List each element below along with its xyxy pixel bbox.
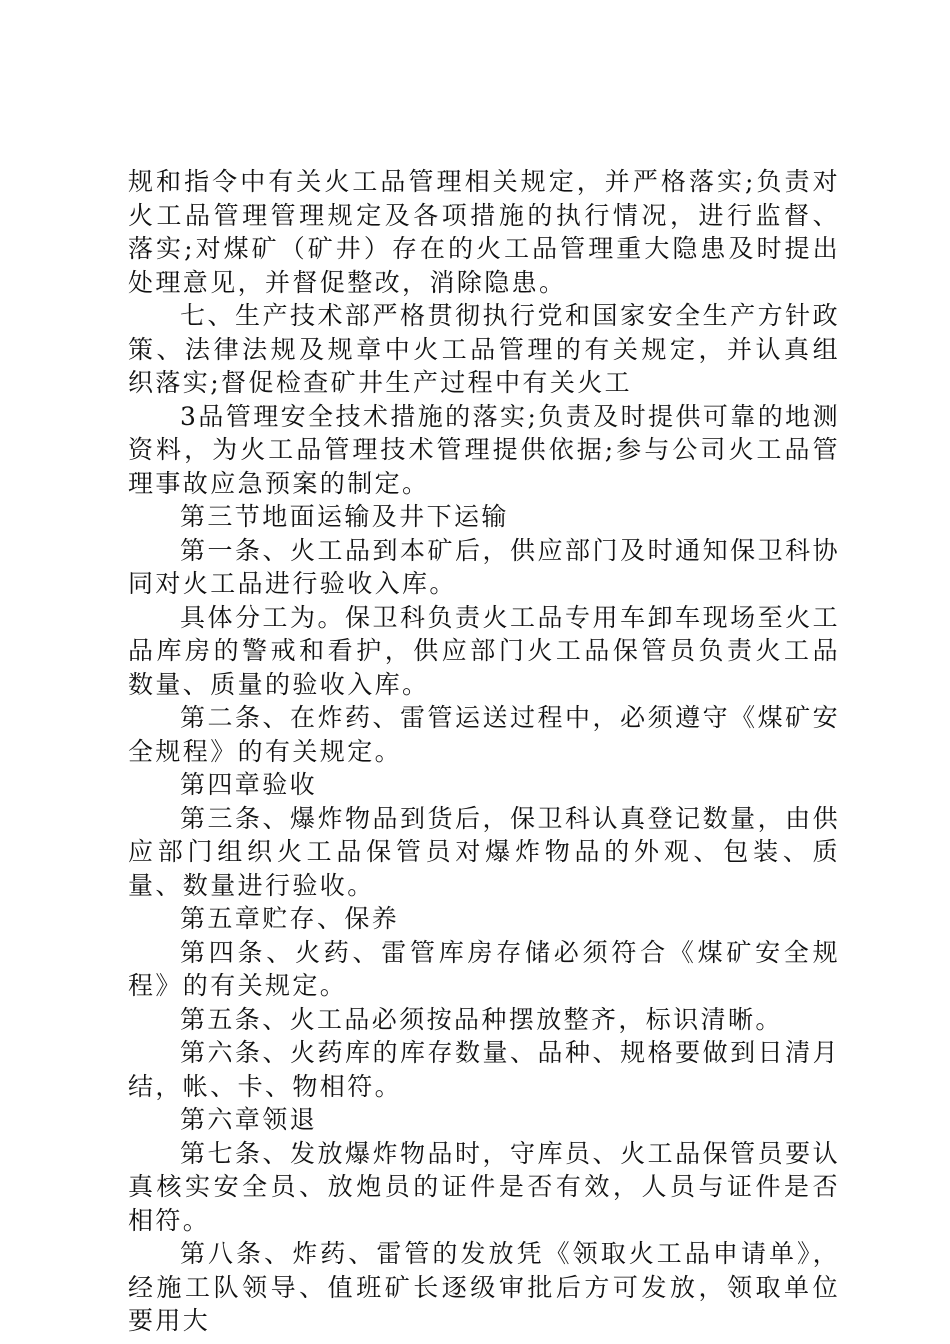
article-1: 第一条、火工品到本矿后，供应部门及时通知保卫科协同对火工品进行验收入库。 bbox=[128, 535, 840, 598]
document-page bbox=[128, 165, 840, 1338]
chapter-heading-storage: 第五章贮存、保养 bbox=[180, 904, 400, 933]
paragraph-division-of-work: 具体分工为。保卫科负责火工品专用车卸车现场至火工品库房的警戒和看护，供应部门火工品保管员负责火工品数量、质量的验收入库。 bbox=[128, 602, 840, 699]
article-4: 第四条、火药、雷管库房存储必须符合《煤矿安全规程》的有关规定。 bbox=[128, 937, 840, 1000]
section-heading-ground-transport: 第三节地面运输及井下运输 bbox=[180, 502, 509, 531]
chapter-heading-acceptance: 第四章验收 bbox=[180, 770, 318, 799]
article-7: 第七条、发放爆炸物品时，守库员、火工品保管员要认真核实安全员、放炮员的证件是否有效，人员与证件是否相符。 bbox=[128, 1138, 840, 1235]
chapter-heading-issue-return: 第六章领退 bbox=[180, 1105, 318, 1134]
article-6: 第六条、火药库的库存数量、品种、规格要做到日清月结，帐、卡、物相符。 bbox=[128, 1038, 840, 1101]
article-3: 第三条、爆炸物品到货后，保卫科认真登记数量，由供应部门组织火工品保管员对爆炸物品的外观、包装、质量、数量进行验收。 bbox=[128, 803, 840, 900]
article-2: 第二条、在炸药、雷管运送过程中，必须遵守《煤矿安全规程》的有关规定。 bbox=[128, 703, 840, 766]
article-8: 第八条、炸药、雷管的发放凭《领取火工品申请单》，经施工队领导、值班矿长逐级审批后方可发放，领取单位要用大 bbox=[128, 1239, 840, 1335]
paragraph-1: 规和指令中有关火工品管理相关规定，并严格落实;负责对火工品管理管理规定及各项措施的执行情况，进行监督、落实;对煤矿（矿井）存在的火工品管理重大隐患及时提出处理意见，并督促整改，消除隐患。 bbox=[128, 167, 840, 297]
paragraph-2: 七、生产技术部严格贯彻执行党和国家安全生产方针政策、法律法规及规章中火工品管理的有关规定，并认真组织落实;督促检查矿井生产过程中有关火工 bbox=[128, 301, 840, 397]
paragraph-3: 3品管理安全技术措施的落实;负责及时提供可靠的地测资料，为火工品管理技术管理提供依据;参与公司火工品管理事故应急预案的制定。 bbox=[128, 401, 840, 498]
article-5: 第五条、火工品必须按品种摆放整齐，标识清晰。 bbox=[180, 1004, 783, 1034]
